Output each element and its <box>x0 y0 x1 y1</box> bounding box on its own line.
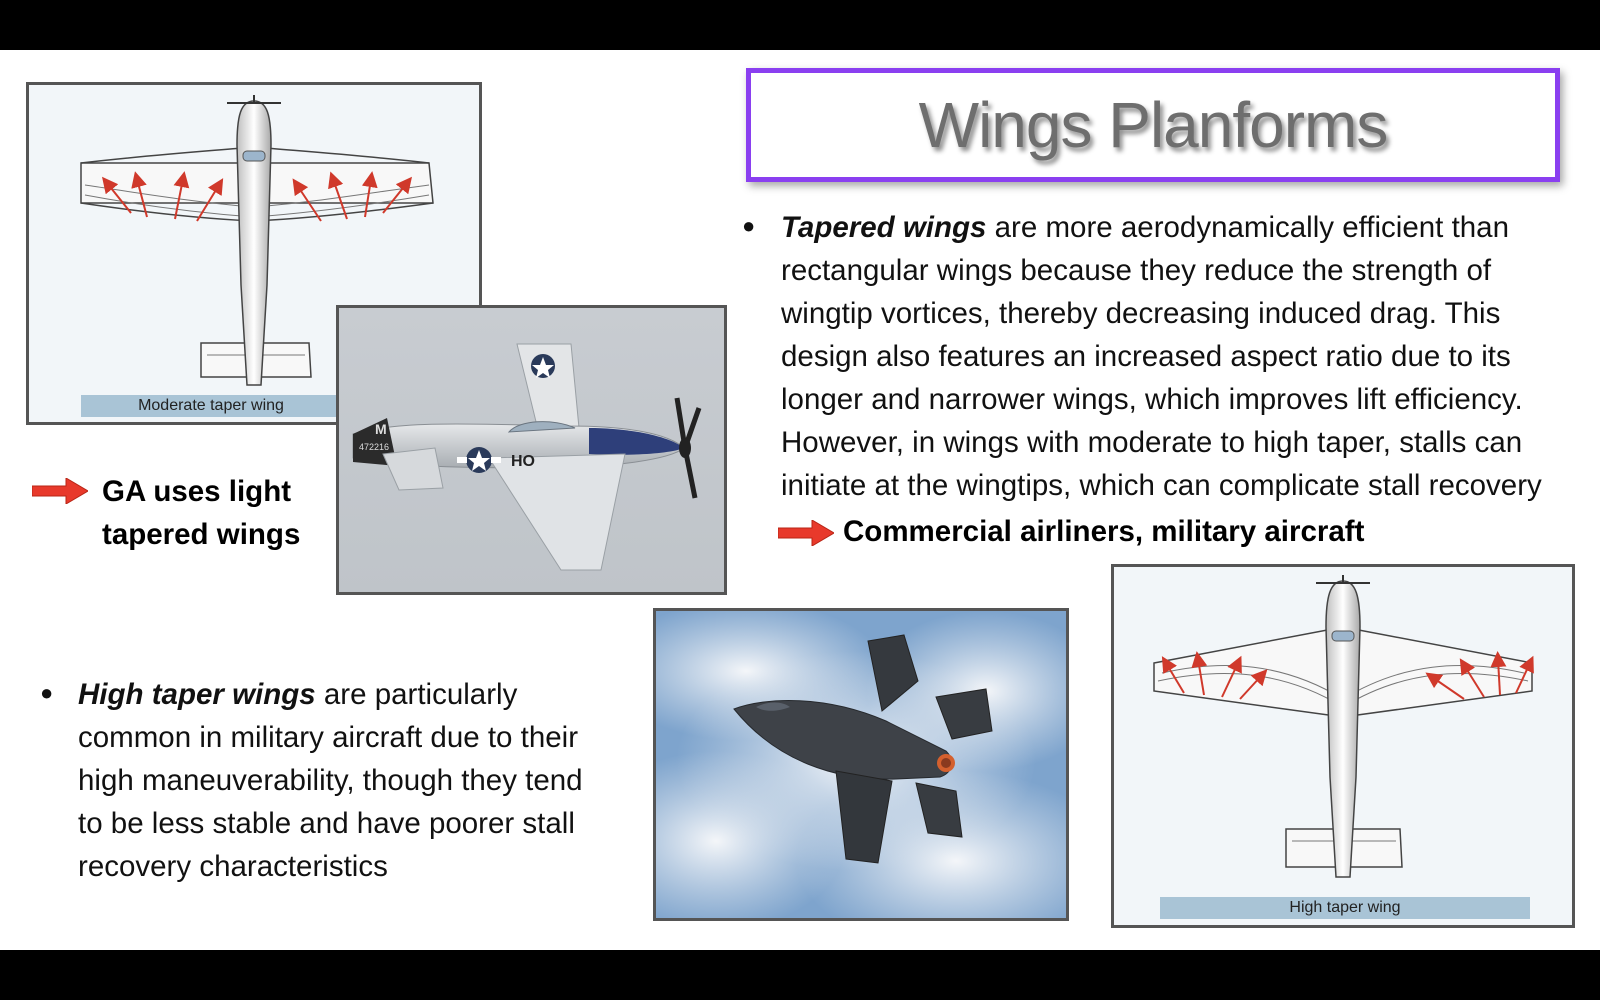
high-taper-diagram <box>1111 564 1575 928</box>
ga-callout <box>102 470 300 556</box>
high-taper-caption: High taper wing <box>1160 897 1530 919</box>
moderate-taper-caption: Moderate taper wing <box>81 395 341 417</box>
title-box <box>746 68 1560 182</box>
p51-photo <box>336 305 727 595</box>
f35-plane-icon <box>656 611 1066 918</box>
ga-callout-line2: tapered wings <box>102 518 301 551</box>
bullet-dot: ● <box>40 680 54 705</box>
arrow-right-icon <box>778 520 834 546</box>
high-taper-plane-icon <box>1114 567 1572 925</box>
high-taper-paragraph <box>78 673 598 888</box>
page-title: Wings Planforms <box>918 89 1388 161</box>
tapered-wings-term: Tapered wings <box>781 211 987 244</box>
p51-tail-serial: 472216 <box>359 442 390 452</box>
ga-callout-line1: GA uses light <box>102 475 292 508</box>
f35-photo <box>653 608 1069 921</box>
tapered-wings-paragraph <box>781 206 1591 507</box>
arrow-right-icon <box>32 478 88 504</box>
p51-code: HO <box>511 453 535 470</box>
p51-tail-letter: M <box>375 421 387 437</box>
bullet-dot: ● <box>742 213 756 238</box>
commercial-callout: Commercial airliners, military aircraft <box>843 515 1365 548</box>
p51-plane-icon <box>339 308 724 592</box>
slide <box>0 50 1600 950</box>
tapered-wings-text: are more aerodynamically efficient than rectangular wings because they reduce the strength of wingtip vortices, thereby decreasing induced drag. This design also features an increased aspect ratio due to its longer and narrower wings, which improves lift efficiency. However, in wings with moderate to high taper, stalls can initiate at the wingtips, which can complicate stall recovery <box>781 211 1542 502</box>
high-taper-term: High taper wings <box>78 678 316 711</box>
high-taper-text: are particularly common in military aircraft due to their high maneuverability, though they tend to be less stable and have poorer stall recovery characteristics <box>78 678 583 883</box>
